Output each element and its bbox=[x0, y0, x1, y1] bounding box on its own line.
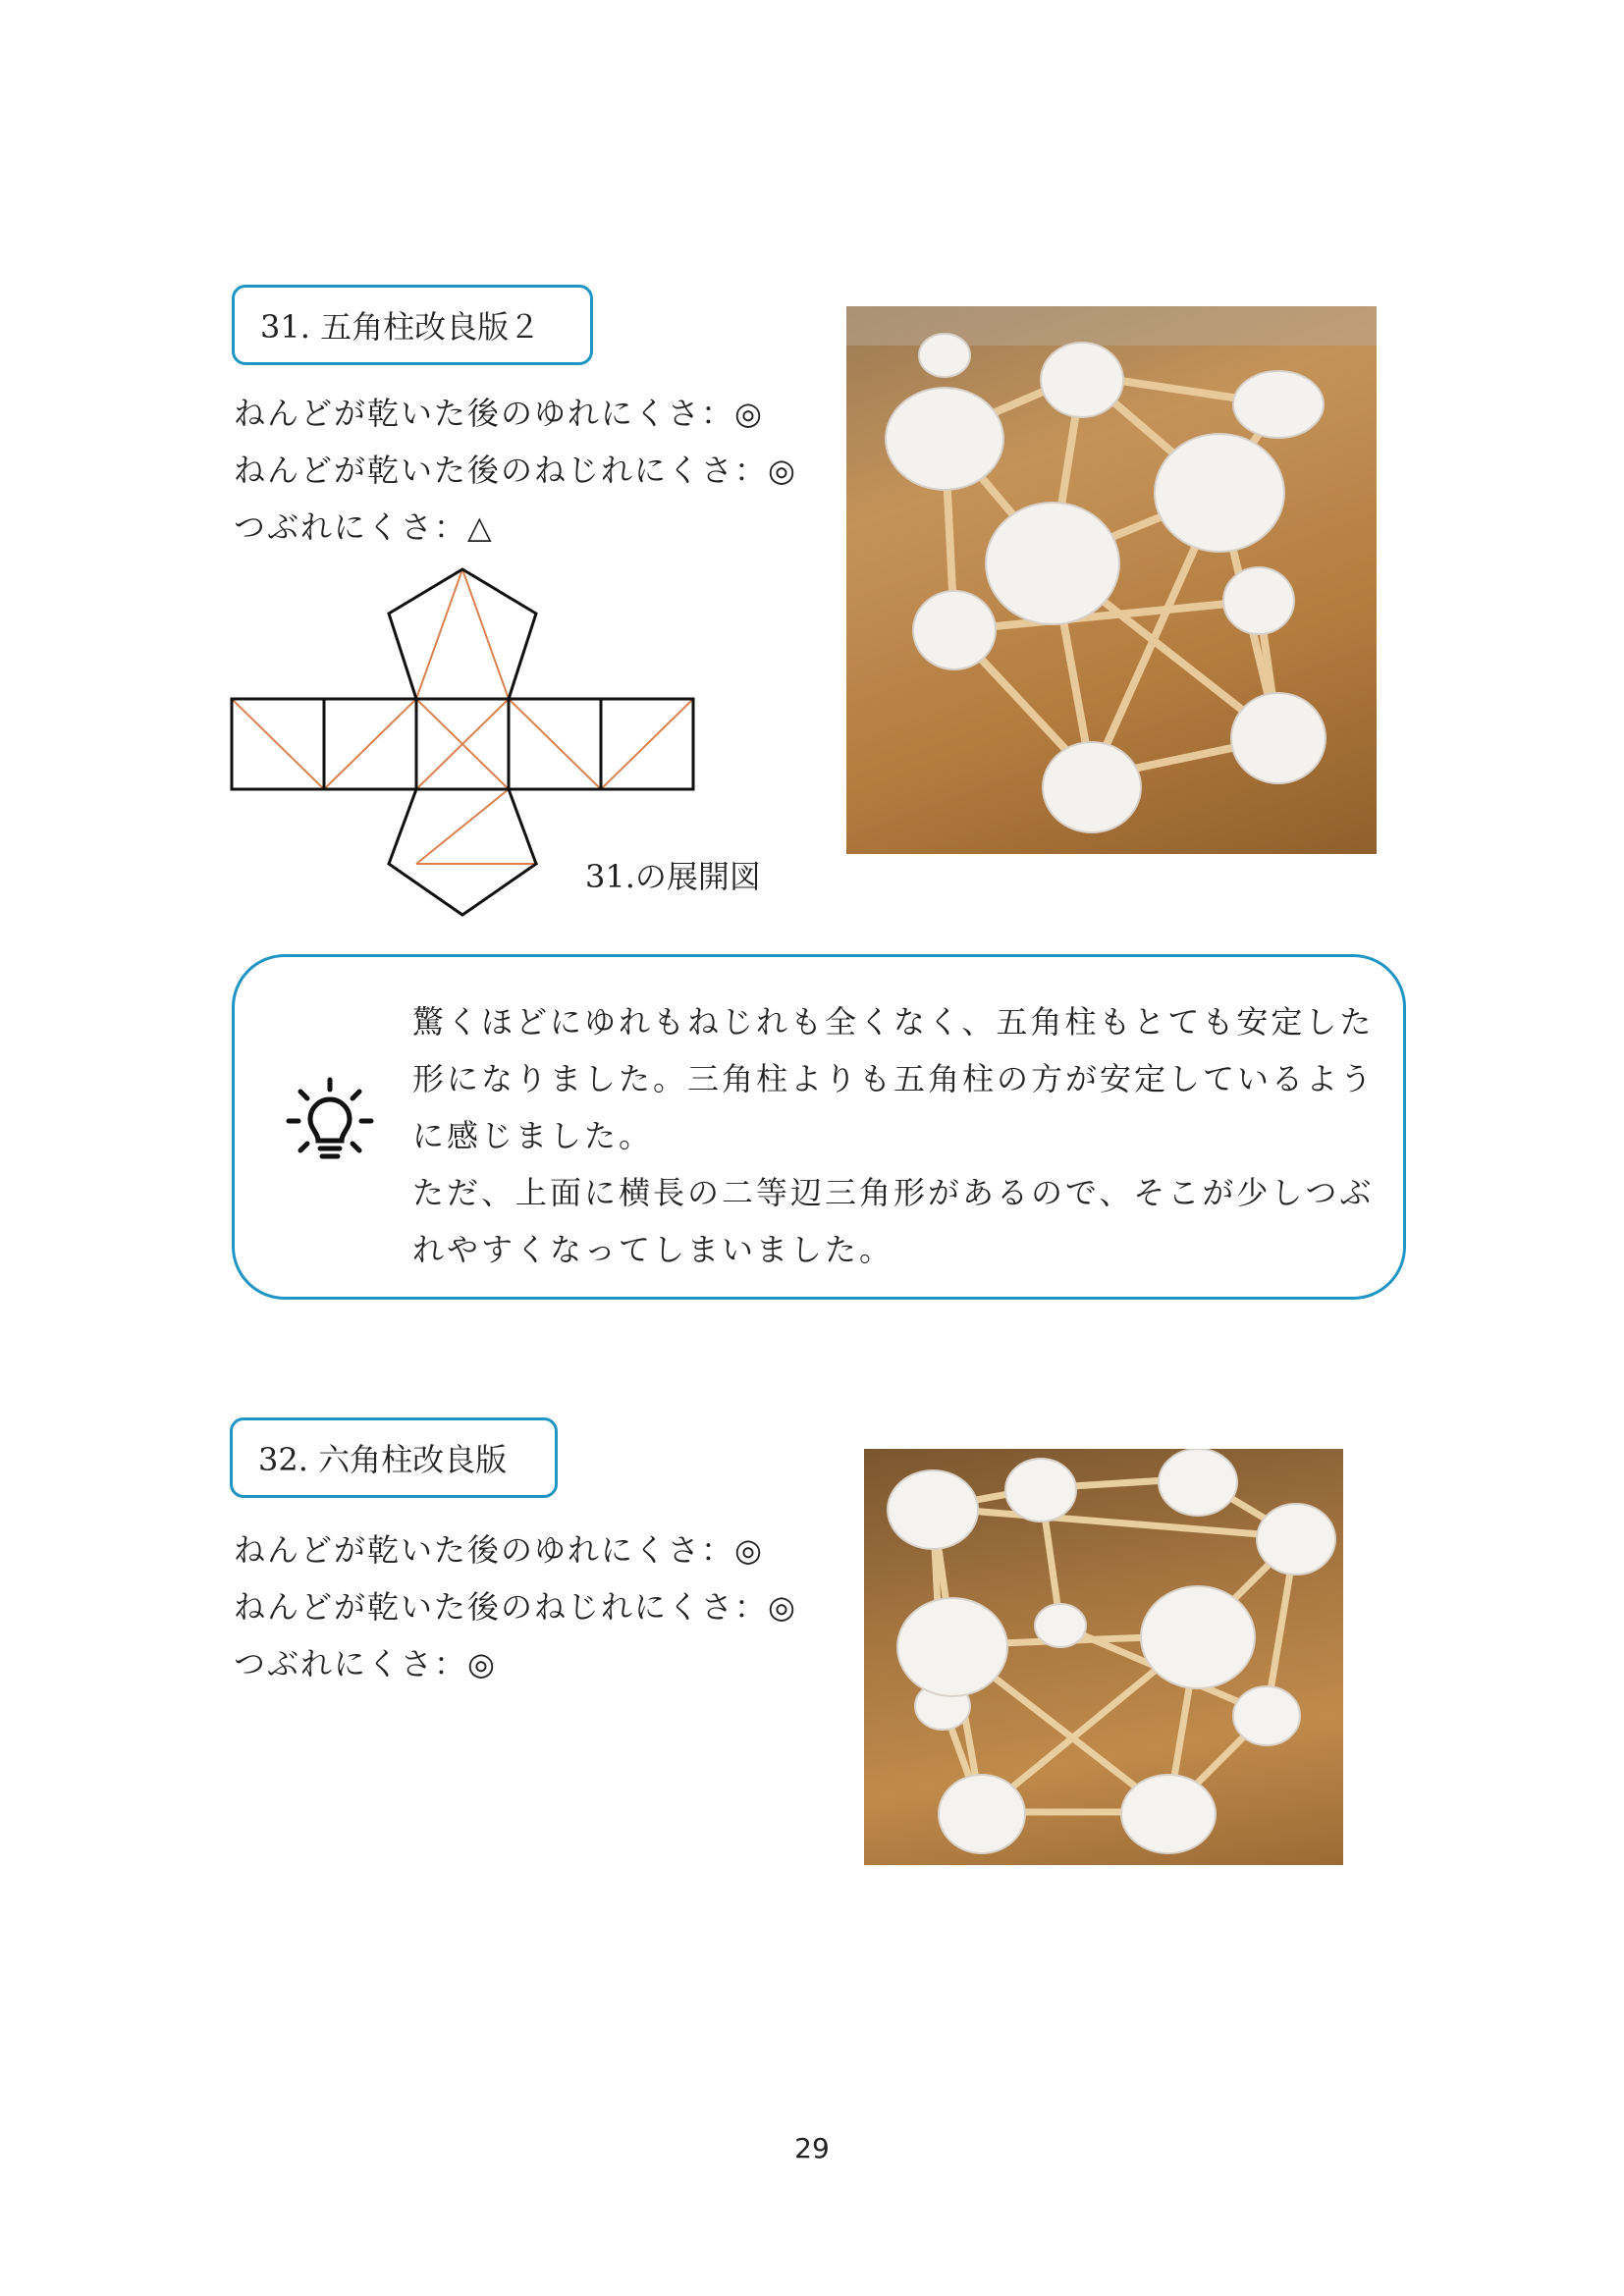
rating-crush: つぶれにくさ：◎ bbox=[234, 1645, 497, 1682]
pentagonal-prism-photo bbox=[846, 306, 1377, 854]
section-32-ratings bbox=[234, 1522, 797, 1692]
callout-line: 驚くほどにゆれもねじれも全くなく、五角柱もとても安定した bbox=[412, 1003, 1375, 1041]
rating-twist: ねんどが乾いた後のねじれにくさ：◎ bbox=[234, 1588, 797, 1626]
lightbulb-icon bbox=[285, 1076, 375, 1166]
section-31-title bbox=[232, 285, 593, 365]
callout-line: に感じました。 bbox=[412, 1117, 654, 1154]
section-32-title bbox=[230, 1417, 558, 1498]
rating-twist: ねんどが乾いた後のねじれにくさ：◎ bbox=[234, 452, 797, 489]
section-31-title-text: 31. 五角柱改良版２ bbox=[260, 308, 541, 346]
rating-sway: ねんどが乾いた後のゆれにくさ：◎ bbox=[234, 1531, 764, 1569]
callout-text bbox=[412, 993, 1375, 1278]
rating-sway: ねんどが乾いた後のゆれにくさ：◎ bbox=[234, 395, 764, 432]
section-31-ratings bbox=[234, 385, 797, 556]
pentagonal-prism-photo-illustration bbox=[846, 306, 1377, 854]
hexagonal-prism-photo bbox=[864, 1449, 1343, 1865]
callout-line: 形になりました。三角柱よりも五角柱の方が安定しているよう bbox=[412, 1060, 1376, 1097]
callout-line: ただ、上面に横長の二等辺三角形があるので、そこが少しつぶ bbox=[412, 1174, 1375, 1211]
rating-crush: つぶれにくさ：△ bbox=[234, 508, 494, 546]
net-diagonals bbox=[232, 569, 693, 864]
net-caption: 31.の展開図 bbox=[585, 858, 761, 895]
page-number: 29 bbox=[794, 2132, 830, 2164]
hexagonal-prism-photo-illustration bbox=[864, 1449, 1343, 1865]
section-32-title-text: 32. 六角柱改良版 bbox=[258, 1441, 508, 1478]
callout-line: れやすくなってしまいました。 bbox=[412, 1231, 894, 1268]
